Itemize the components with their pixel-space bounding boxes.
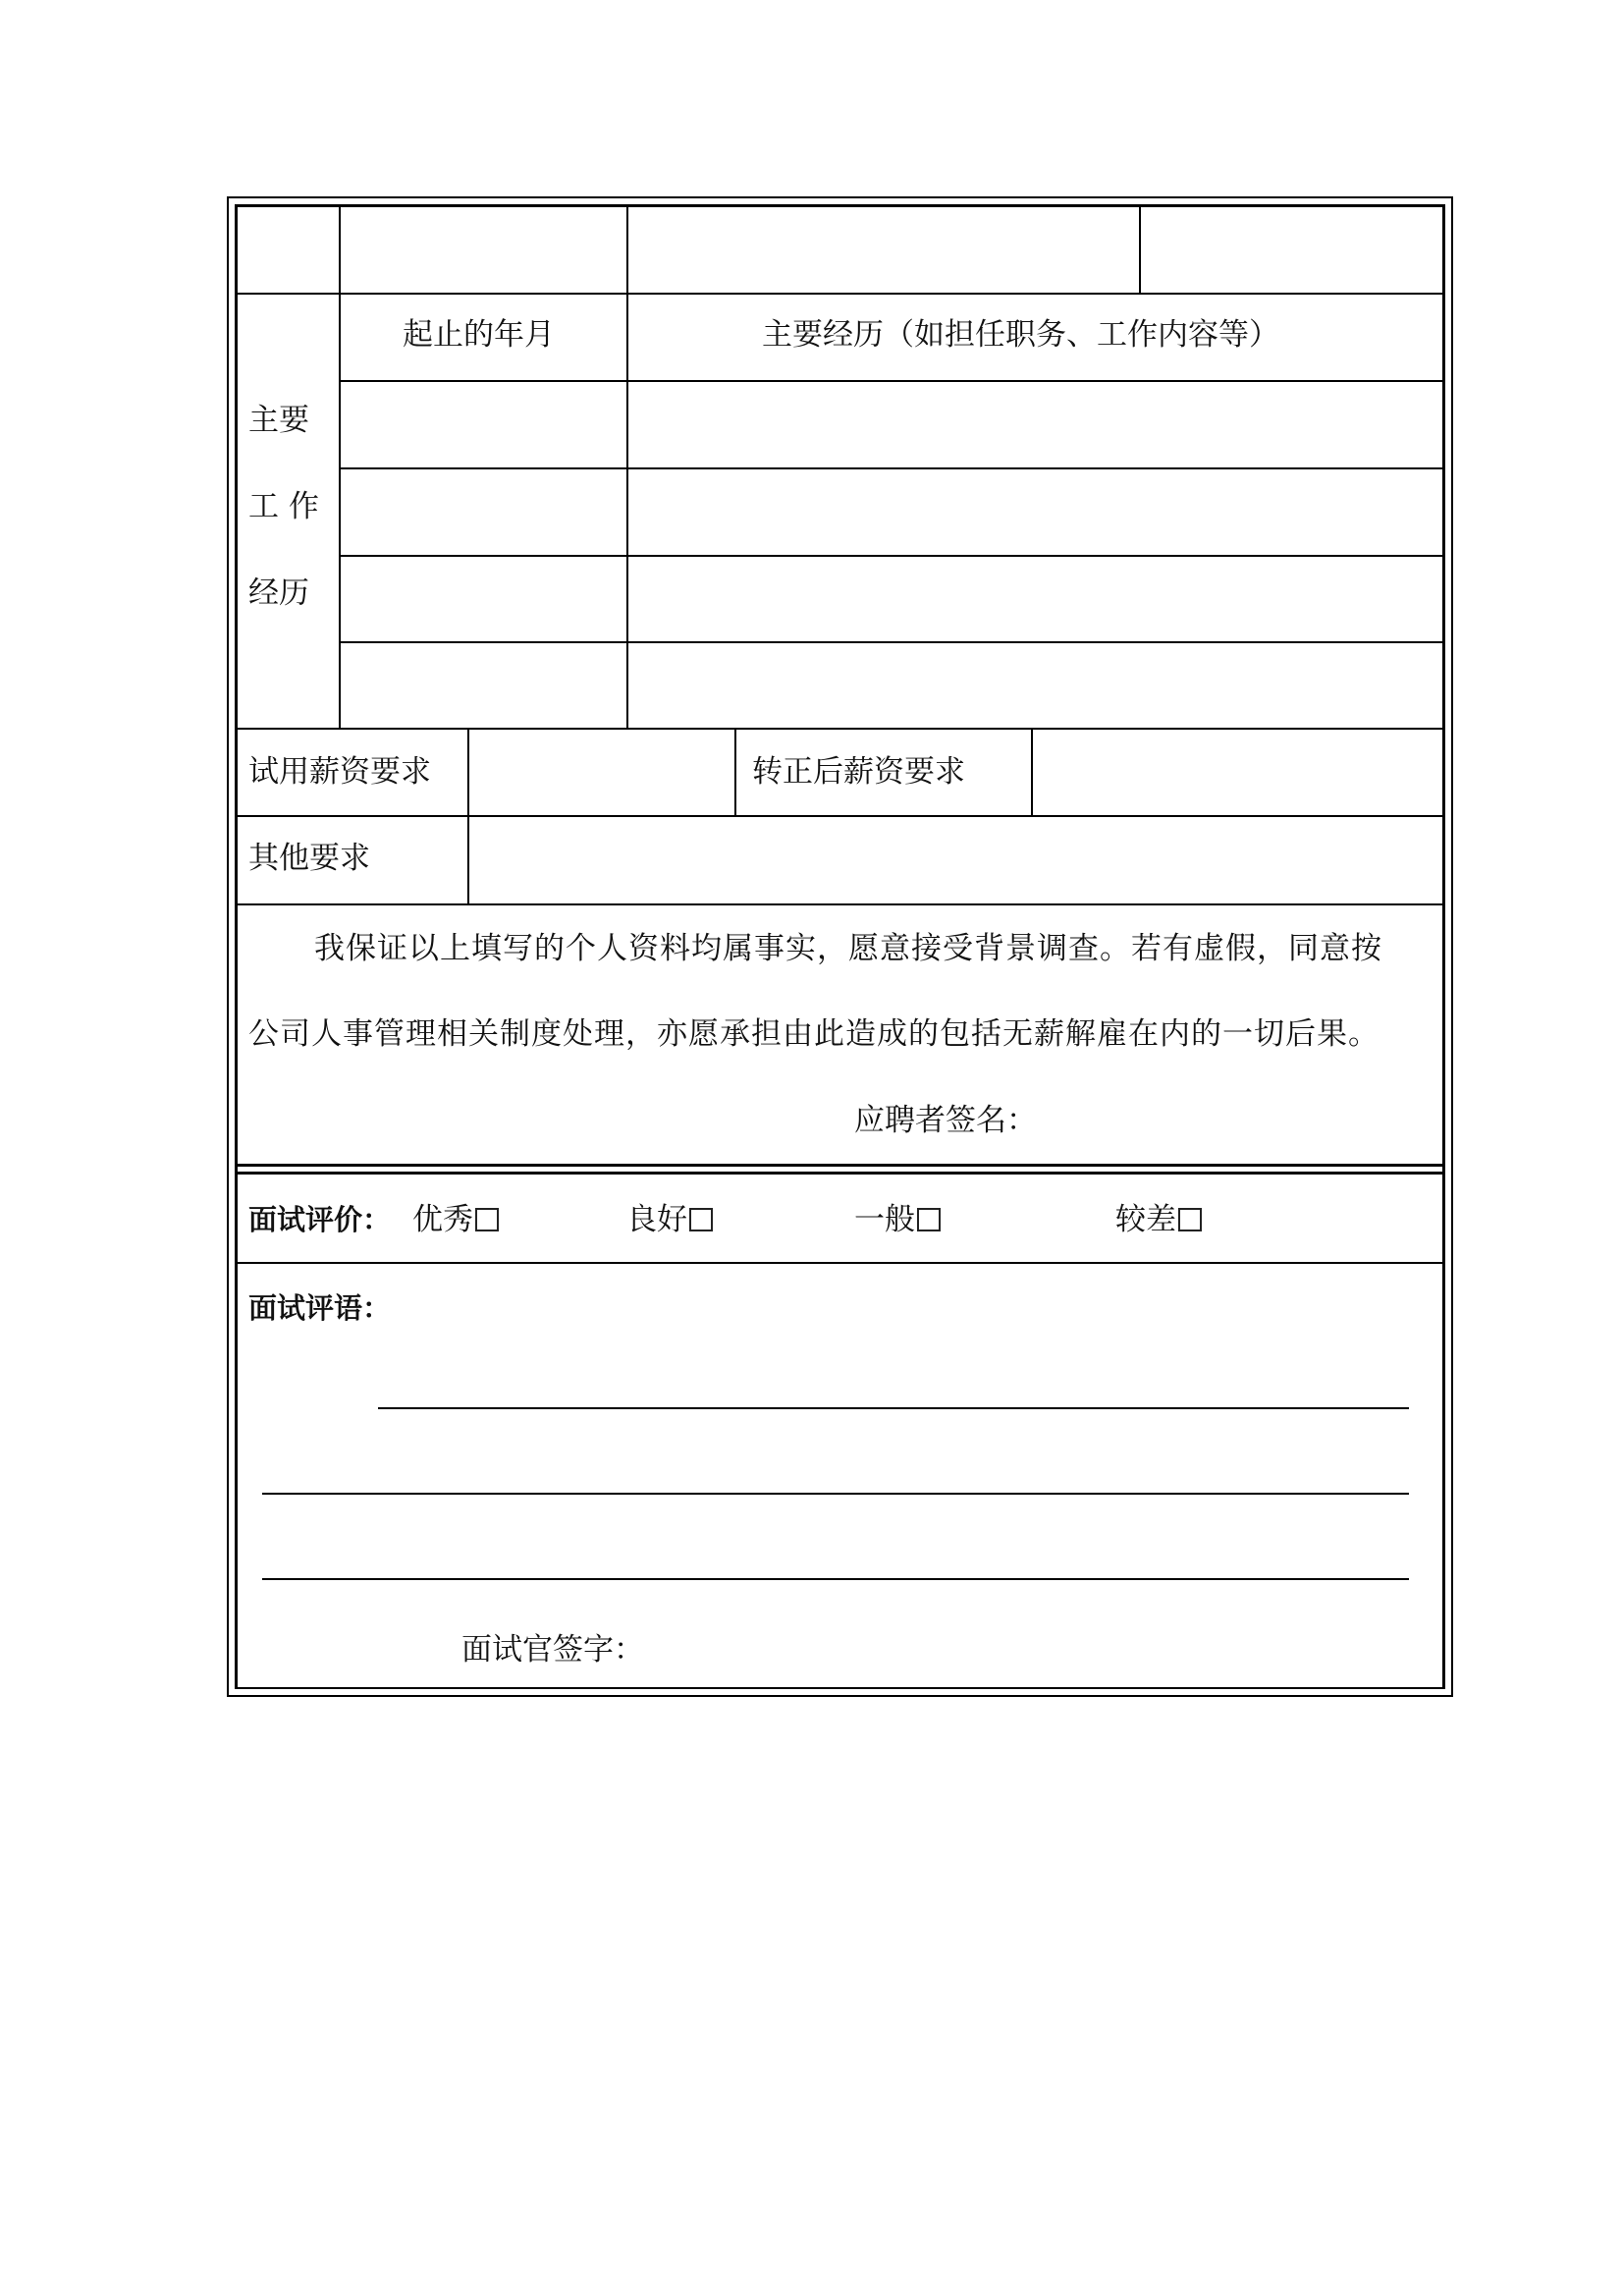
- interview-rating-label: 面试评价：: [248, 1203, 392, 1236]
- section-divider: [236, 1164, 1444, 1167]
- declaration-line-2: 公司人事管理相关制度处理，亦愿承担由此造成的包括无薪解雇在内的一切后果。: [248, 1016, 1380, 1052]
- grid-line: [236, 1262, 1444, 1264]
- grid-line: [236, 903, 1444, 905]
- comment-write-line[interactable]: [262, 1493, 1409, 1495]
- interviewer-signature-label: 面试官签字：: [461, 1632, 644, 1667]
- rating-option-excellent[interactable]: [412, 1200, 499, 1239]
- declaration-line-1: 我保证以上填写的个人资料均属事实，愿意接受背景调查。若有虚假，同意按: [314, 931, 1382, 966]
- section-divider: [236, 1172, 1444, 1175]
- grid-line: [236, 728, 1444, 730]
- checkbox-icon[interactable]: [1178, 1208, 1202, 1231]
- grid-line: [1031, 728, 1033, 816]
- grid-line: [236, 293, 1444, 295]
- work-history-label-2: 工 作: [248, 489, 319, 524]
- rating-option-label: 一般: [854, 1202, 915, 1237]
- grid-line: [339, 467, 1444, 469]
- work-history-label-3: 经历: [248, 575, 309, 611]
- work-history-label-1: 主要: [248, 403, 309, 438]
- checkbox-icon[interactable]: [917, 1208, 941, 1231]
- comment-write-line[interactable]: [378, 1407, 1409, 1409]
- grid-line: [339, 380, 1444, 382]
- rating-option-average[interactable]: [854, 1200, 941, 1239]
- rating-option-label: 优秀: [412, 1202, 473, 1237]
- grid-line: [1139, 205, 1141, 294]
- rating-option-good[interactable]: [626, 1200, 713, 1239]
- probation-salary-label: 试用薪资要求: [248, 754, 431, 790]
- col-period-header: 起止的年月: [403, 317, 555, 353]
- rating-option-label: 良好: [626, 1202, 687, 1237]
- interview-comment-label: 面试评语：: [248, 1291, 392, 1325]
- grid-line: [626, 205, 628, 728]
- grid-line: [339, 555, 1444, 557]
- regular-salary-label: 转正后薪资要求: [752, 754, 965, 790]
- other-requirements-label: 其他要求: [248, 841, 370, 876]
- grid-line: [339, 641, 1444, 643]
- rating-option-poor[interactable]: [1115, 1200, 1202, 1239]
- checkbox-icon[interactable]: [475, 1208, 499, 1231]
- checkbox-icon[interactable]: [689, 1208, 713, 1231]
- grid-line: [236, 815, 1444, 817]
- col-experience-header: 主要经历（如担任职务、工作内容等）: [762, 317, 1279, 353]
- rating-option-label: 较差: [1115, 1202, 1176, 1237]
- grid-line: [734, 728, 736, 816]
- applicant-signature-label: 应聘者签名：: [854, 1103, 1037, 1138]
- comment-write-line[interactable]: [262, 1578, 1409, 1580]
- grid-line: [339, 205, 341, 728]
